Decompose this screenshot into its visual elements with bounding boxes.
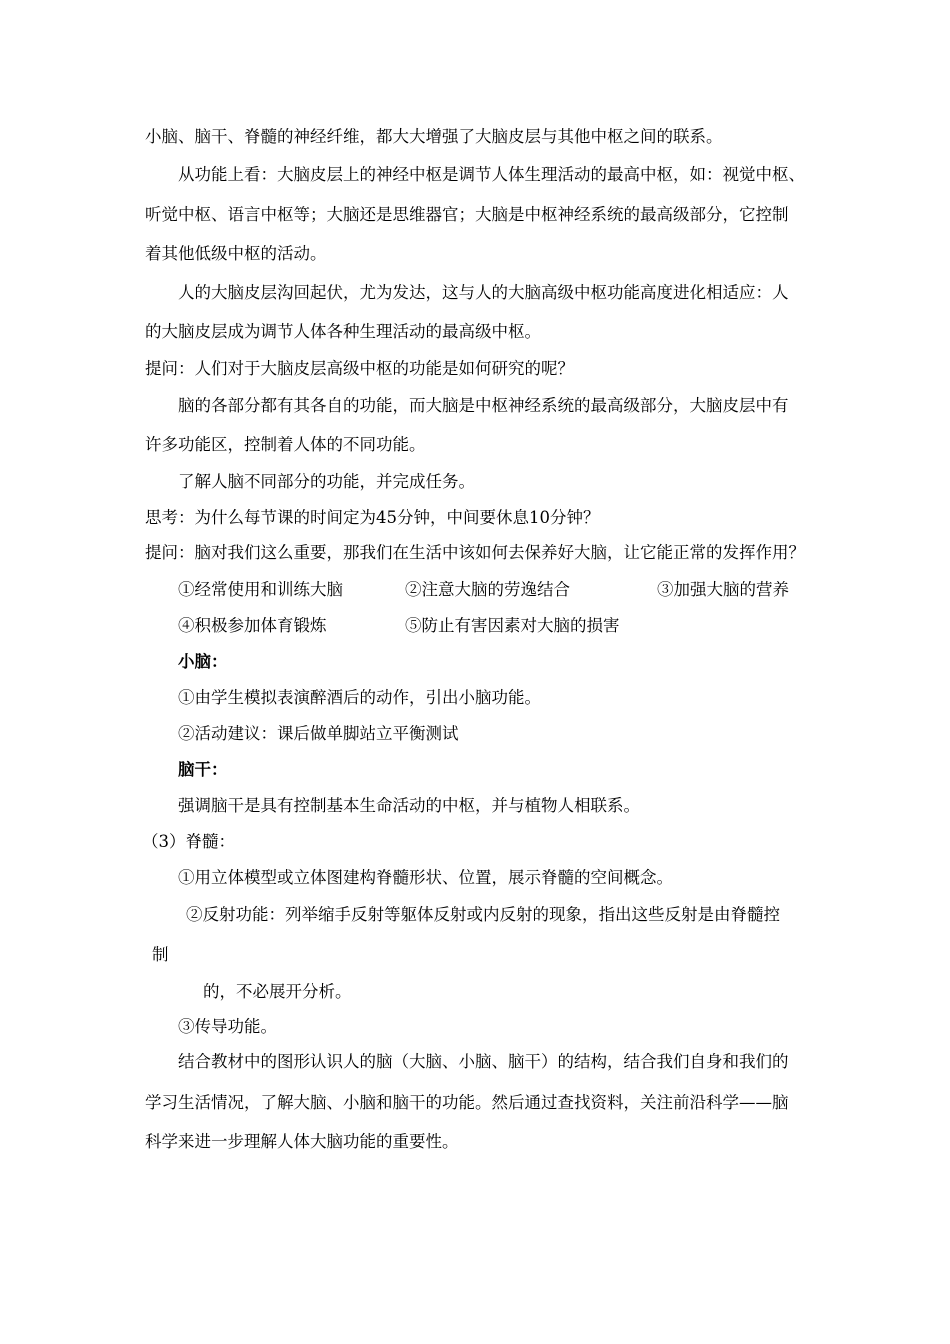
list-item: ②活动建议：课后做单脚站立平衡测试 bbox=[178, 724, 459, 743]
paragraph-line: 强调脑干是具有控制基本生命活动的中枢，并与植物人相联系。 bbox=[178, 796, 640, 815]
paragraph-line: 结合教材中的图形认识人的脑（大脑、小脑、脑干）的结构，结合我们自身和我们的 bbox=[178, 1052, 789, 1071]
list-item-continuation: 制 bbox=[152, 945, 169, 964]
tip-item: ③加强大脑的营养 bbox=[657, 580, 789, 599]
paragraph-line: 小脑、脑干、脊髓的神经纤维，都大大增强了大脑皮层与其他中枢之间的联系。 bbox=[145, 127, 723, 146]
tip-item: ⑤防止有害因素对大脑的损害 bbox=[405, 616, 620, 635]
paragraph-line: 脑的各部分都有其各自的功能，而大脑是中枢神经系统的最高级部分，大脑皮层中有 bbox=[178, 396, 789, 415]
tip-item: ①经常使用和训练大脑 bbox=[178, 580, 343, 599]
paragraph-line: 人的大脑皮层沟回起伏，尤为发达，这与人的大脑高级中枢功能高度进化相适应：人 bbox=[178, 283, 789, 302]
list-item: ③传导功能。 bbox=[178, 1017, 277, 1036]
spinal-heading: （3）脊髓： bbox=[142, 832, 235, 851]
brainstem-heading: 脑干： bbox=[178, 760, 228, 779]
tip-item: ②注意大脑的劳逸结合 bbox=[405, 580, 570, 599]
list-item: ①用立体模型或立体图建构脊髓形状、位置，展示脊髓的空间概念。 bbox=[178, 868, 673, 887]
paragraph-line: 科学来进一步理解人体大脑功能的重要性。 bbox=[145, 1132, 459, 1151]
tip-item: ④积极参加体育锻炼 bbox=[178, 616, 327, 635]
list-item: ①由学生模拟表演醉酒后的动作，引出小脑功能。 bbox=[178, 688, 541, 707]
question-line: 提问：脑对我们这么重要，那我们在生活中该如何去保养好大脑，让它能正常的发挥作用？ bbox=[145, 543, 805, 562]
paragraph-line: 学习生活情况，了解大脑、小脑和脑干的功能。然后通过查找资料，关注前沿科学——脑 bbox=[145, 1093, 789, 1112]
paragraph-line: 从功能上看：大脑皮层上的神经中枢是调节人体生理活动的最高中枢，如：视觉中枢、 bbox=[178, 165, 805, 184]
list-item-continuation: 的，不必展开分析。 bbox=[203, 982, 352, 1001]
cerebellum-heading: 小脑： bbox=[178, 652, 228, 671]
paragraph-line: 的大脑皮层成为调节人体各种生理活动的最高级中枢。 bbox=[145, 322, 541, 341]
list-item: ②反射功能：列举缩手反射等躯体反射或内反射的现象，指出这些反射是由脊髓控 bbox=[186, 905, 780, 924]
question-line: 提问：人们对于大脑皮层高级中枢的功能是如何研究的呢？ bbox=[145, 359, 574, 378]
paragraph-line: 听觉中枢、语言中枢等；大脑还是思维器官；大脑是中枢神经系统的最高级部分，它控制 bbox=[145, 205, 789, 224]
paragraph-line: 了解人脑不同部分的功能，并完成任务。 bbox=[178, 472, 475, 491]
paragraph-line: 着其他低级中枢的活动。 bbox=[145, 244, 327, 263]
think-line: 思考：为什么每节课的时间定为45分钟，中间要休息10分钟？ bbox=[145, 508, 600, 527]
paragraph-line: 许多功能区，控制着人体的不同功能。 bbox=[145, 435, 426, 454]
